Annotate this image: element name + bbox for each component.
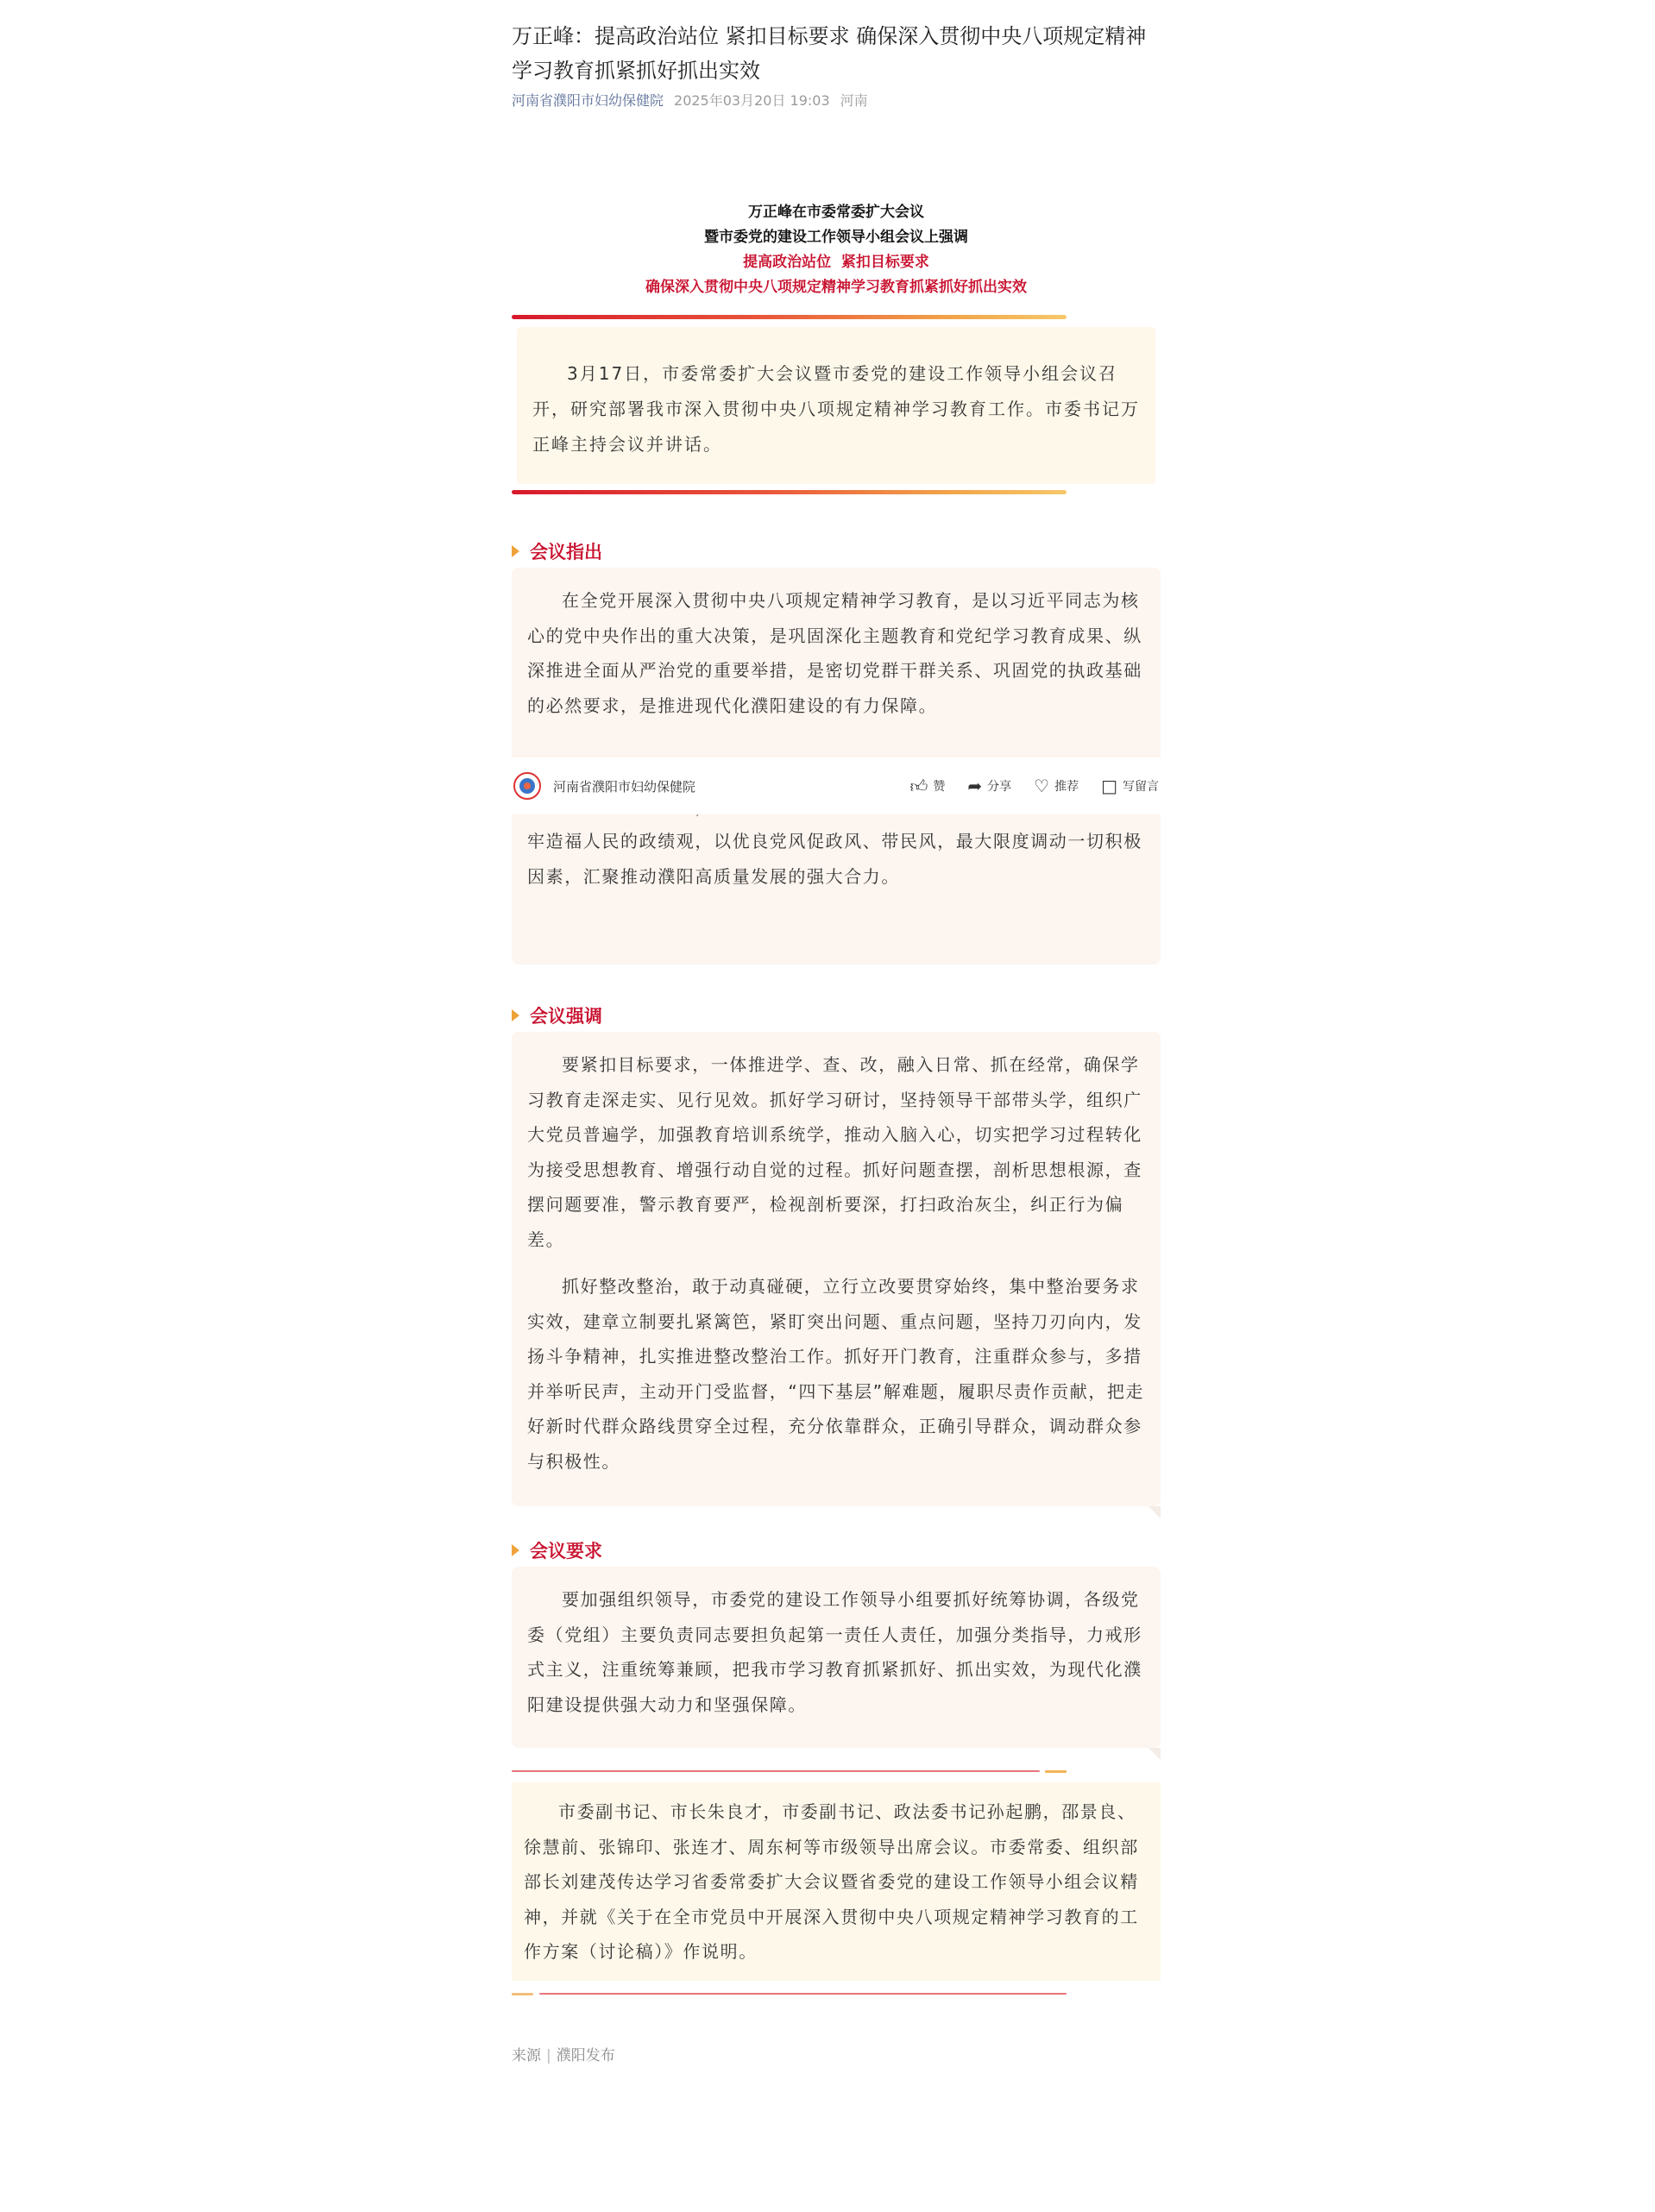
paragraph: 要加强组织领导，市委党的建设工作领导小组要抓好统筹协调，各级党委（党组）主要负责同志要担负起第一责任人责任，加强分类指导，力戒形式主义，注重统筹兼顾，把我市学习教育抓紧抓好、抓出实效，为现代化濮阳建设提供强大动力和坚强保障。: [527, 1589, 1142, 1715]
publish-time: 2025年03月20日 19:03: [674, 92, 830, 109]
account-action-bar: [512, 757, 1161, 814]
paragraph: 要紧扣目标要求，一体推进学、查、改，融入日常、抓在经常，确保学习教育走深走实、见行见效。抓好学习研讨，坚持领导干部带头学，组织广大党员普遍学，加强教育培训系统学，推动入脑入心，切实把学习过程转化为接受思想教育、增强行动自觉的过程。抓好问题查摆，剖析思想根源，查摆问题要准，警示教育要严，检视剖析要深，打扫政治灰尘，纠正行为偏差。: [527, 1054, 1142, 1250]
heart-icon: ♡: [1034, 776, 1050, 796]
section-heading-label: 会议强调: [530, 1006, 602, 1027]
closing-text: 市委副书记、市长朱良才，市委副书记、政法委书记孙起鹏，邵景良、徐慧前、张锦印、张连才、周东柯等市级领导出席会议。市委常委、组织部部长刘建茂传达学习省委常委扩大会议暨省委党的建设工作领导小组会议精神，并就《关于在全市党员中开展深入贯彻中央八项规定精神学习教育的工作方案（讨论稿）》作说明。: [512, 1782, 1161, 1981]
section-heading-label: 会议要求: [530, 1541, 602, 1562]
source-line: 来源 | 濮阳发布: [512, 2047, 615, 2064]
account-name[interactable]: 河南省濮阳市妇幼保健院: [553, 778, 696, 795]
like-label: 赞: [933, 780, 946, 794]
paragraph: 牢造福人民的政绩观，以优良党风促政风、带民风，最大限度调动一切积极因素，汇聚推动濮阳高质量发展的强大合力。: [527, 831, 1142, 887]
intro-bottom-bar: [512, 490, 1067, 494]
intro-block: [512, 315, 1161, 496]
triangle-icon: [512, 1009, 519, 1021]
section-heading-label: 会议指出: [530, 542, 602, 562]
banner-line-2: 暨市委党的建设工作领导小组会议上强调: [704, 229, 968, 246]
intro-text: 3月17日，市委常委扩大会议暨市委党的建设工作领导小组会议召开，研究部署我市深入贯彻中央八项规定精神学习教育工作。市委书记万正峰主持会议并讲话。: [517, 327, 1155, 484]
thumbs-up-icon: 👍︎: [909, 776, 928, 796]
article-meta: [512, 90, 1161, 110]
banner-line-3: 提高政治站位 紧扣目标要求: [743, 254, 929, 271]
source-value: 濮阳发布: [556, 2047, 615, 2064]
author-link[interactable]: 河南省濮阳市妇幼保健院: [512, 92, 664, 109]
banner-line-4: 确保深入贯彻中央八项规定精神学习教育抓紧抓好抓出实效: [645, 279, 1027, 296]
recommend-button[interactable]: [1034, 777, 1079, 795]
source-label: 来源: [512, 2047, 541, 2064]
closing-top-accent: [1045, 1770, 1067, 1773]
comment-icon: □: [1101, 776, 1117, 796]
share-button[interactable]: [967, 777, 1011, 795]
intro-top-bar: [512, 315, 1067, 319]
comment-label: 写留言: [1123, 780, 1159, 794]
headline-banner: [512, 200, 1161, 300]
section-card-2: [512, 1032, 1161, 1506]
like-button[interactable]: [909, 777, 945, 795]
triangle-icon: [512, 545, 519, 557]
section-heading-3: [512, 1537, 1161, 1563]
article-title: 万正峰：提高政治站位 紧扣目标要求 确保深入贯彻中央八项规定精神学习教育抓紧抓好抓出实效: [512, 24, 1147, 83]
publish-location: 河南: [840, 92, 868, 109]
section-heading-2: [512, 1002, 1161, 1028]
paragraph: 在全党开展深入贯彻中央八项规定精神学习教育，是以习近平同志为核心的党中央作出的重大决策，是巩固深化主题教育和党纪学习教育成果、纵深推进全面从严治党的重要举措，是密切党群干群关系、巩固党的执政基础的必然要求，是推进现代化濮阳建设的有力保障。: [527, 590, 1142, 716]
closing-bottom-line: [539, 1993, 1067, 1995]
share-label: 分享: [987, 780, 1012, 794]
account-logo-icon[interactable]: [513, 772, 541, 800]
comment-button[interactable]: [1101, 777, 1159, 795]
closing-bottom-accent: [512, 1993, 533, 1995]
recommend-label: 推荐: [1054, 780, 1079, 794]
closing-block: [512, 1770, 1161, 1995]
paragraph: 抓好整改整治，敢于动真碰硬，立行立改要贯穿始终，集中整治要务求实效，建章立制要扎紧篱笆，紧盯突出问题、重点问题，坚持刀刃向内，发扬斗争精神，扎实推进整改整治工作。抓好开门教育，注重群众参与，多措并举听民声，主动开门受监督，“四下基层”解难题，履职尽责作贡献，把走好新时代群众路线贯穿全过程，充分依靠群众，正确引导群众，调动群众参与积极性。: [527, 1276, 1145, 1472]
section-heading-1: [512, 538, 1161, 564]
closing-top-line: [512, 1770, 1040, 1772]
banner-line-1: 万正峰在市委常委扩大会议: [748, 204, 924, 221]
triangle-icon: [512, 1544, 519, 1556]
share-arrow-icon: ➦: [967, 776, 983, 796]
section-card-3: [512, 1567, 1161, 1748]
